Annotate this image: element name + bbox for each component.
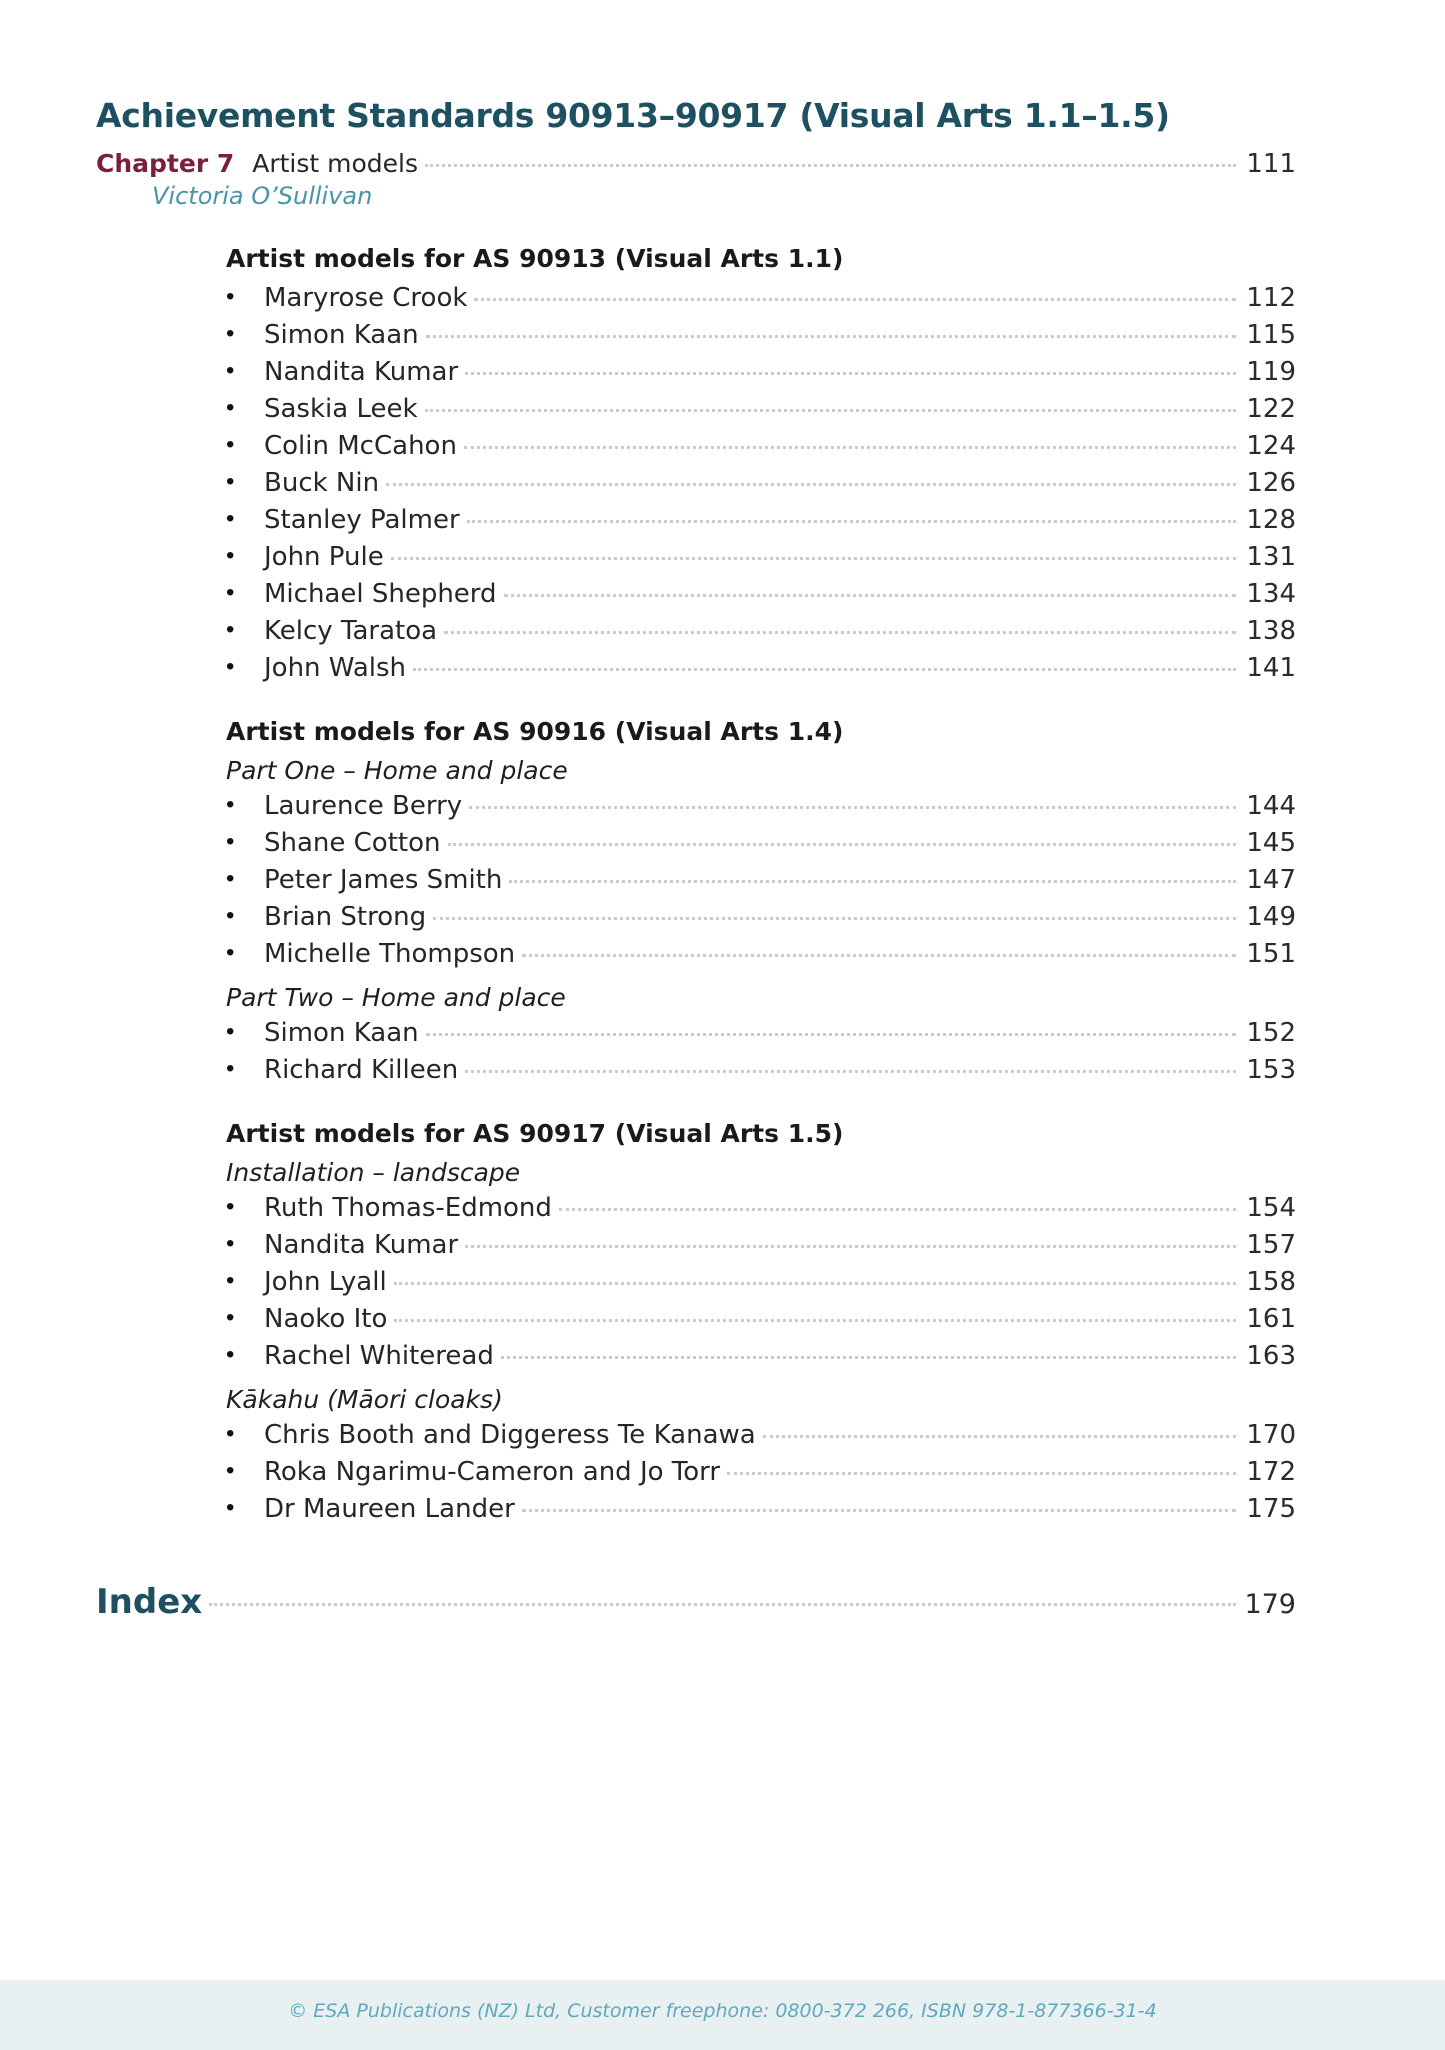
dot-leader [426, 1033, 1236, 1036]
list-item[interactable] [226, 902, 1296, 932]
bullet-icon: • [226, 1304, 235, 1331]
entry-page-number: 115 [1246, 320, 1296, 350]
entry-name: Shane Cotton [264, 828, 441, 858]
bullet-icon: • [226, 616, 235, 643]
bullet-icon: • [226, 1055, 235, 1082]
list-item[interactable] [226, 1457, 1296, 1487]
entry-name: Michelle Thompson [264, 939, 516, 969]
entry-list [226, 1193, 1296, 1371]
list-item[interactable] [226, 1055, 1296, 1085]
entry-page-number: 175 [1246, 1494, 1296, 1524]
entry-name: Buck Nin [264, 468, 380, 498]
chapter-label: Chapter 7 [96, 149, 235, 178]
list-item[interactable] [226, 828, 1296, 858]
bullet-icon: • [226, 939, 235, 966]
list-item[interactable] [226, 1230, 1296, 1260]
bullet-icon: • [226, 1267, 235, 1294]
dot-leader [426, 335, 1236, 338]
bullet-icon: • [226, 431, 235, 458]
entry-name: Simon Kaan [264, 320, 419, 350]
dot-leader [433, 917, 1236, 920]
bullet-icon: • [226, 865, 235, 892]
dot-leader [504, 594, 1236, 597]
entry-page-number: 151 [1246, 939, 1296, 969]
bullet-icon: • [226, 828, 235, 855]
list-item[interactable] [226, 616, 1296, 646]
list-item[interactable] [226, 1341, 1296, 1371]
index-entry[interactable] [96, 1582, 1296, 1622]
entry-page-number: 147 [1246, 865, 1296, 895]
entry-list [226, 1420, 1296, 1524]
list-item[interactable] [226, 542, 1296, 572]
dot-leader [391, 557, 1236, 560]
dot-leader [727, 1472, 1236, 1475]
dot-leader [467, 520, 1236, 523]
list-item[interactable] [226, 320, 1296, 350]
entry-name: Nandita Kumar [264, 1230, 459, 1260]
dot-leader [501, 1356, 1236, 1359]
entry-page-number: 124 [1246, 431, 1296, 461]
entry-name: Brian Strong [264, 902, 427, 932]
entry-name: Maryrose Crook [264, 283, 468, 313]
entry-name: John Lyall [264, 1267, 387, 1297]
index-page-number: 179 [1244, 1589, 1296, 1620]
entry-name: Naoko Ito [264, 1304, 388, 1334]
chapter-page-number: 111 [1246, 149, 1296, 179]
list-item[interactable] [226, 1420, 1296, 1450]
bullet-icon: • [226, 902, 235, 929]
list-item[interactable] [226, 431, 1296, 461]
dot-leader [469, 806, 1236, 809]
page-title: Achievement Standards 90913–90917 (Visual Arts 1.1–1.5) [96, 96, 1170, 135]
section-90913 [226, 244, 1296, 683]
section-90916 [226, 717, 1296, 1085]
entry-page-number: 134 [1246, 579, 1296, 609]
list-item[interactable] [226, 653, 1296, 683]
entry-name: Laurence Berry [264, 791, 463, 821]
section-subheading: Installation – landscape [226, 1158, 521, 1187]
entry-page-number: 112 [1246, 283, 1296, 313]
list-item[interactable] [226, 468, 1296, 498]
entry-page-number: 119 [1246, 357, 1296, 387]
bullet-icon: • [226, 283, 235, 310]
dot-leader [394, 1282, 1236, 1285]
list-item[interactable] [226, 1193, 1296, 1223]
bullet-icon: • [226, 468, 235, 495]
entry-page-number: 158 [1246, 1267, 1296, 1297]
entry-page-number: 126 [1246, 468, 1296, 498]
chapter-entry[interactable] [96, 149, 1296, 179]
entry-page-number: 154 [1246, 1193, 1296, 1223]
bullet-icon: • [226, 505, 235, 532]
section-heading: Artist models for AS 90913 (Visual Arts 1.1) [226, 244, 844, 273]
section-heading: Artist models for AS 90917 (Visual Arts 1.5) [226, 1119, 844, 1148]
bullet-icon: • [226, 653, 235, 680]
entry-name: Colin McCahon [264, 431, 457, 461]
bullet-icon: • [226, 791, 235, 818]
list-item[interactable] [226, 579, 1296, 609]
entry-list [226, 791, 1296, 969]
dot-leader [509, 880, 1236, 883]
section-heading: Artist models for AS 90916 (Visual Arts 1.4) [226, 717, 844, 746]
list-item[interactable] [226, 1018, 1296, 1048]
entry-page-number: 152 [1246, 1018, 1296, 1048]
entry-name: John Pule [264, 542, 384, 572]
entry-name: Peter James Smith [264, 865, 503, 895]
section-subheading: Kākahu (Māori cloaks) [226, 1385, 503, 1414]
bullet-icon: • [226, 1018, 235, 1045]
entry-name: Michael Shepherd [264, 579, 497, 609]
list-item[interactable] [226, 1267, 1296, 1297]
entry-name: Dr Maureen Lander [264, 1494, 515, 1524]
list-item[interactable] [226, 357, 1296, 387]
dot-leader [522, 1509, 1236, 1512]
entry-page-number: 170 [1246, 1420, 1296, 1450]
list-item[interactable] [226, 1494, 1296, 1524]
list-item[interactable] [226, 1304, 1296, 1334]
bullet-icon: • [226, 1420, 235, 1447]
list-item[interactable] [226, 865, 1296, 895]
entry-name: Stanley Palmer [264, 505, 460, 535]
list-item[interactable] [226, 394, 1296, 424]
dot-leader [474, 298, 1236, 301]
entry-page-number: 172 [1246, 1457, 1296, 1487]
entry-page-number: 141 [1246, 653, 1296, 683]
chapter-author: Victoria O’Sullivan [152, 182, 373, 210]
entry-name: Chris Booth and Diggeress Te Kanawa [264, 1420, 756, 1450]
entry-name: John Walsh [264, 653, 407, 683]
entry-name: Roka Ngarimu-Cameron and Jo Torr [264, 1457, 721, 1487]
bullet-icon: • [226, 320, 235, 347]
list-item[interactable] [226, 505, 1296, 535]
entry-list [226, 283, 1296, 683]
entry-page-number: 161 [1246, 1304, 1296, 1334]
dot-leader [763, 1435, 1236, 1438]
entry-name: Rachel Whiteread [264, 1341, 494, 1371]
dot-leader [464, 446, 1236, 449]
entry-page-number: 138 [1246, 616, 1296, 646]
entry-page-number: 149 [1246, 902, 1296, 932]
dot-leader [413, 668, 1236, 671]
dot-leader [386, 483, 1236, 486]
bullet-icon: • [226, 1494, 235, 1521]
bullet-icon: • [226, 357, 235, 384]
entry-page-number: 128 [1246, 505, 1296, 535]
page-content [96, 96, 1296, 1622]
entry-page-number: 163 [1246, 1341, 1296, 1371]
entry-page-number: 131 [1246, 542, 1296, 572]
section-90917 [226, 1119, 1296, 1524]
section-subheading: Part Two – Home and place [226, 983, 566, 1012]
index-label: Index [96, 1582, 203, 1622]
dot-leader [465, 1070, 1236, 1073]
entry-name: Kelcy Taratoa [264, 616, 438, 646]
entry-page-number: 144 [1246, 791, 1296, 821]
bullet-icon: • [226, 579, 235, 606]
dot-leader [425, 164, 1236, 167]
dot-leader [444, 631, 1236, 634]
footer-copyright: © ESA Publications (NZ) Ltd, Customer freephone: 0800-372 266, ISBN 978-1-877366-31-4 [288, 2000, 1157, 2022]
entry-page-number: 153 [1246, 1055, 1296, 1085]
dot-leader [559, 1208, 1236, 1211]
entry-name: Saskia Leek [264, 394, 418, 424]
section-subheading: Part One – Home and place [226, 756, 568, 785]
bullet-icon: • [226, 1341, 235, 1368]
list-item[interactable] [226, 791, 1296, 821]
bullet-icon: • [226, 1230, 235, 1257]
entry-page-number: 122 [1246, 394, 1296, 424]
entry-page-number: 145 [1246, 828, 1296, 858]
entry-name: Ruth Thomas-Edmond [264, 1193, 552, 1223]
footer-band [0, 1980, 1445, 2050]
dot-leader [522, 954, 1236, 957]
dot-leader [394, 1319, 1236, 1322]
list-item[interactable] [226, 283, 1296, 313]
entry-page-number: 157 [1246, 1230, 1296, 1260]
entry-name: Nandita Kumar [264, 357, 459, 387]
dot-leader [209, 1603, 1236, 1606]
entry-name: Simon Kaan [264, 1018, 419, 1048]
entry-name: Richard Killeen [264, 1055, 459, 1085]
dot-leader [448, 843, 1237, 846]
bullet-icon: • [226, 542, 235, 569]
dot-leader [425, 409, 1236, 412]
dot-leader [465, 372, 1236, 375]
dot-leader [465, 1245, 1236, 1248]
entry-list [226, 1018, 1296, 1085]
list-item[interactable] [226, 939, 1296, 969]
bullet-icon: • [226, 1193, 235, 1220]
bullet-icon: • [226, 1457, 235, 1484]
bullet-icon: • [226, 394, 235, 421]
chapter-title: Artist models [252, 149, 419, 178]
